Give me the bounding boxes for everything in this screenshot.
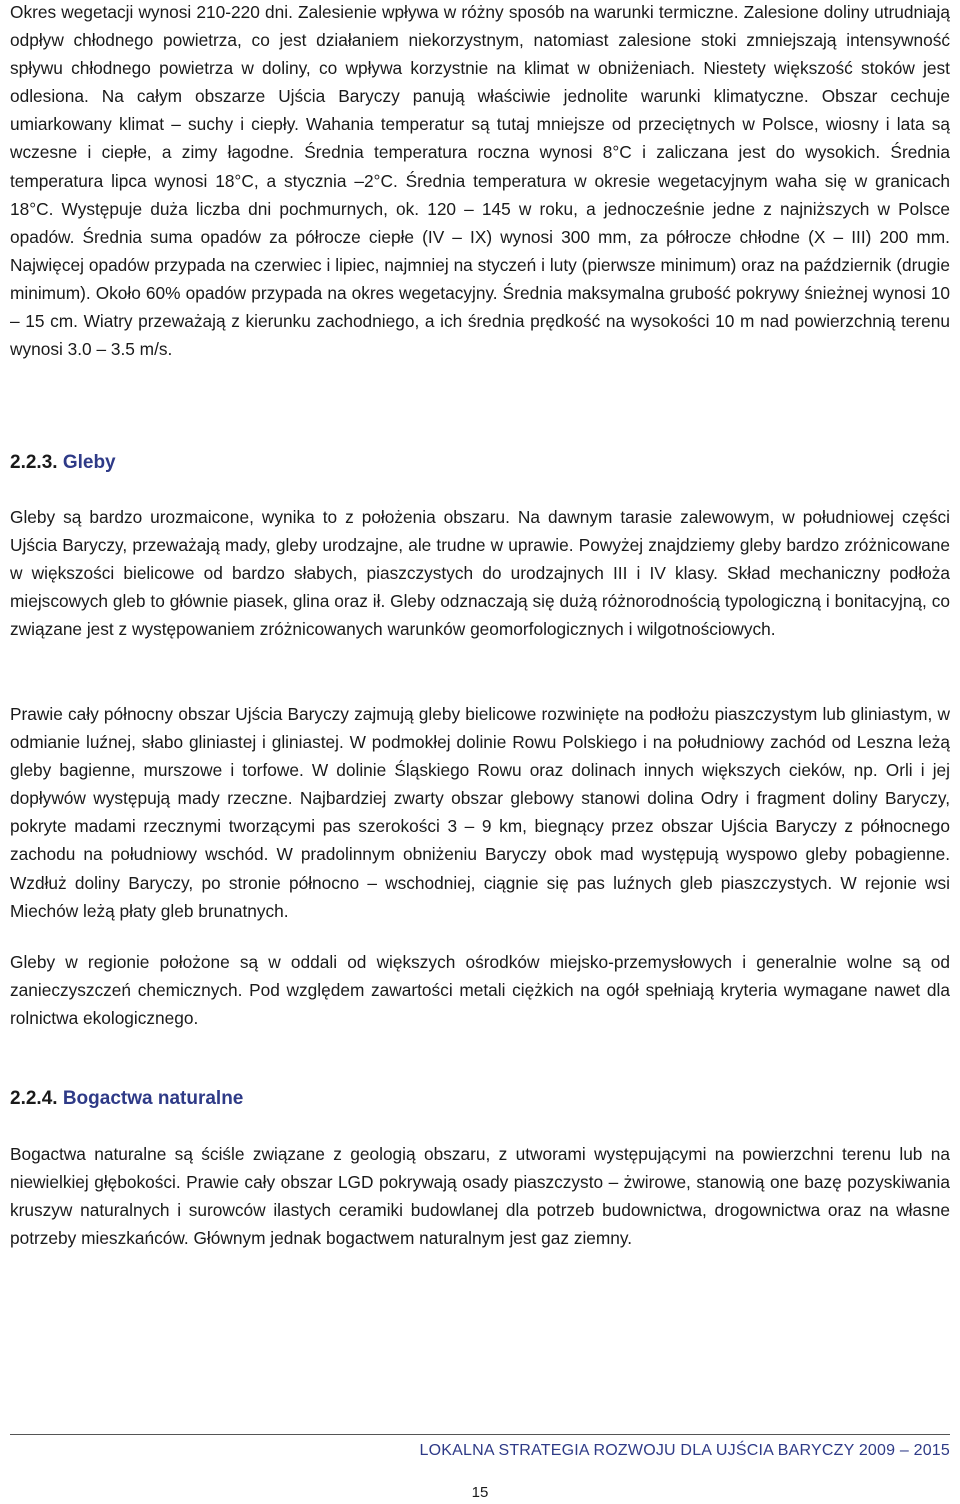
climate-paragraph: Okres wegetacji wynosi 210-220 dni. Zalesienie wpływa w różny sposób na warunki termiczne. Zalesione doliny utrudniają odpływ chłodnego powietrza, co jest działaniem niekorzystnym, natomiast zalesione stoki zmniejszają intensywność spływu chłodnego powietrza w doliny, co wpływa korzystnie na klimat w obniżeniach. Niestety większość stoków jest odlesiona. Na całym obszarze Ujścia Baryczy panują właściwie jednolite warunki klimatyczne. Obszar cechuje umiarkowany klimat – suchy i ciepły. Wahania temperatur są tutaj mniejsze od przeciętnych w Polsce, wiosny i lata są wczesne i ciepłe, a zimy łagodne. Średnia temperatura roczna wynosi 8°C i zaliczana jest do wysokich. Średnia temperatura lipca wynosi 18°C, a stycznia –2°C. Średnia temperatura w okresie wegetacyjnym waha się w granicach 18°C. Występuje duża liczba dni pochmurnych, ok. 120 – 145 w roku, a jednocześnie jedne z najniższych w Polsce opadów. Średnia suma opadów za półrocze ciepłe (IV – IX) wynosi 300 mm, za półrocze chłodne (X – III) 200 mm. Najwięcej opadów przypada na czerwiec i lipiec, najmniej na styczeń i luty (pierwsze minimum) oraz na październik (drugie minimum). Około 60% opadów przypada na okres wegetacyjny. Średnia maksymalna grubość pokrywy śnieżnej wynosi 10 – 15 cm. Wiatry przeważają z kierunku zachodniego, a ich średnia prędkość na wysokości 10 m nad powierzchnią terenu wynosi 3.0 – 3.5 m/s.	[10, 2, 950, 360]
section-number: 2.2.4.	[10, 1088, 58, 1109]
section-title: Bogactwa naturalne	[62, 1088, 244, 1109]
soils-paragraph-3: Gleby w regionie położone są w oddali od większych ośrodków miejsko-przemysłowych i generalnie wolne są od zanieczyszczeń chemicznych. Pod względem zawartości metali ciężkich na ogół spełniają kryteria wymagane nawet dla rolnictwa ekologicznego.	[10, 952, 950, 1029]
soils-paragraph-2: Prawie cały północny obszar Ujścia Baryczy zajmują gleby bielicowe rozwinięte na podłożu piaszczystym lub gliniastym, w odmianie luźnej, słabo gliniastej i gliniastej. W podmokłej dolinie Rowu Polskiego i na południowy zachód od Leszna leżą gleby bagienne, murszowe i torfowe. W dolinie Śląskiego Rowu oraz dolinach innych większych cieków, np. Orli i jej dopływów występują mady rzeczne. Najbardziej zwarty obszar glebowy stanowi dolina Odry i fragment doliny Baryczy, pokryte madami rzecznymi tworzącymi pas szerokości 3 – 9 km, biegnący przez obszar Ujścia Baryczy z północnego zachodu na południowy wschód. W pradolinnym obniżeniu Baryczy obok mad występują wyspowo gleby pobagienne. Wzdłuż doliny Baryczy, po stronie północno – wschodniej, ciągnie się pas luźnych gleb piaszczystych. W rejonie wsi Miechów leżą płaty gleb brunatnych.	[10, 704, 950, 921]
resources-paragraph: Bogactwa naturalne są ściśle związane z geologią obszaru, z utworami występującymi na powierzchni terenu lub na niewielkiej głębokości. Prawie cały obszar LGD pokrywają osady piaszczysto – żwirowe, stanowią one bazę pozyskiwania kruszyw naturalnych i surowców ilastych ceramiki budowlanej dla potrzeb budownictwa, drogownictwa oraz na własne potrzeby mieszkańców. Głównym jednak bogactwem naturalnym jest gaz ziemny.	[10, 1144, 950, 1249]
section-title: Gleby	[62, 452, 116, 473]
footer-title: LOKALNA STRATEGIA ROZWOJU DLA UJŚCIA BARYCZY 2009 – 2015	[419, 1442, 950, 1459]
section-heading-resources	[10, 1085, 243, 1113]
section-number: 2.2.3.	[10, 452, 58, 473]
soils-paragraph-1: Gleby są bardzo urozmaicone, wynika to z położenia obszaru. Na dawnym tarasie zalewowym, w południowej części Ujścia Baryczy, przeważają mady, gleby urodzajne, ale trudne w uprawie. Powyżej znajdziemy gleby bardzo zróżnicowane w większości bielicowe od bardzo słabych, piaszczystych do urodzajnych III i IV klasy. Skład mechaniczny podłoża miejscowych gleb to głównie piasek, glina oraz ił. Gleby odznaczają się dużą różnorodnością typologiczną i bonitacyjną, co związane jest z występowaniem zróżnicowanych warunków geomorfologicznych i wilgotnościowych.	[10, 507, 950, 640]
section-heading-soils	[10, 449, 116, 477]
page-number: 15	[471, 1484, 489, 1501]
footer-divider	[10, 1434, 950, 1435]
